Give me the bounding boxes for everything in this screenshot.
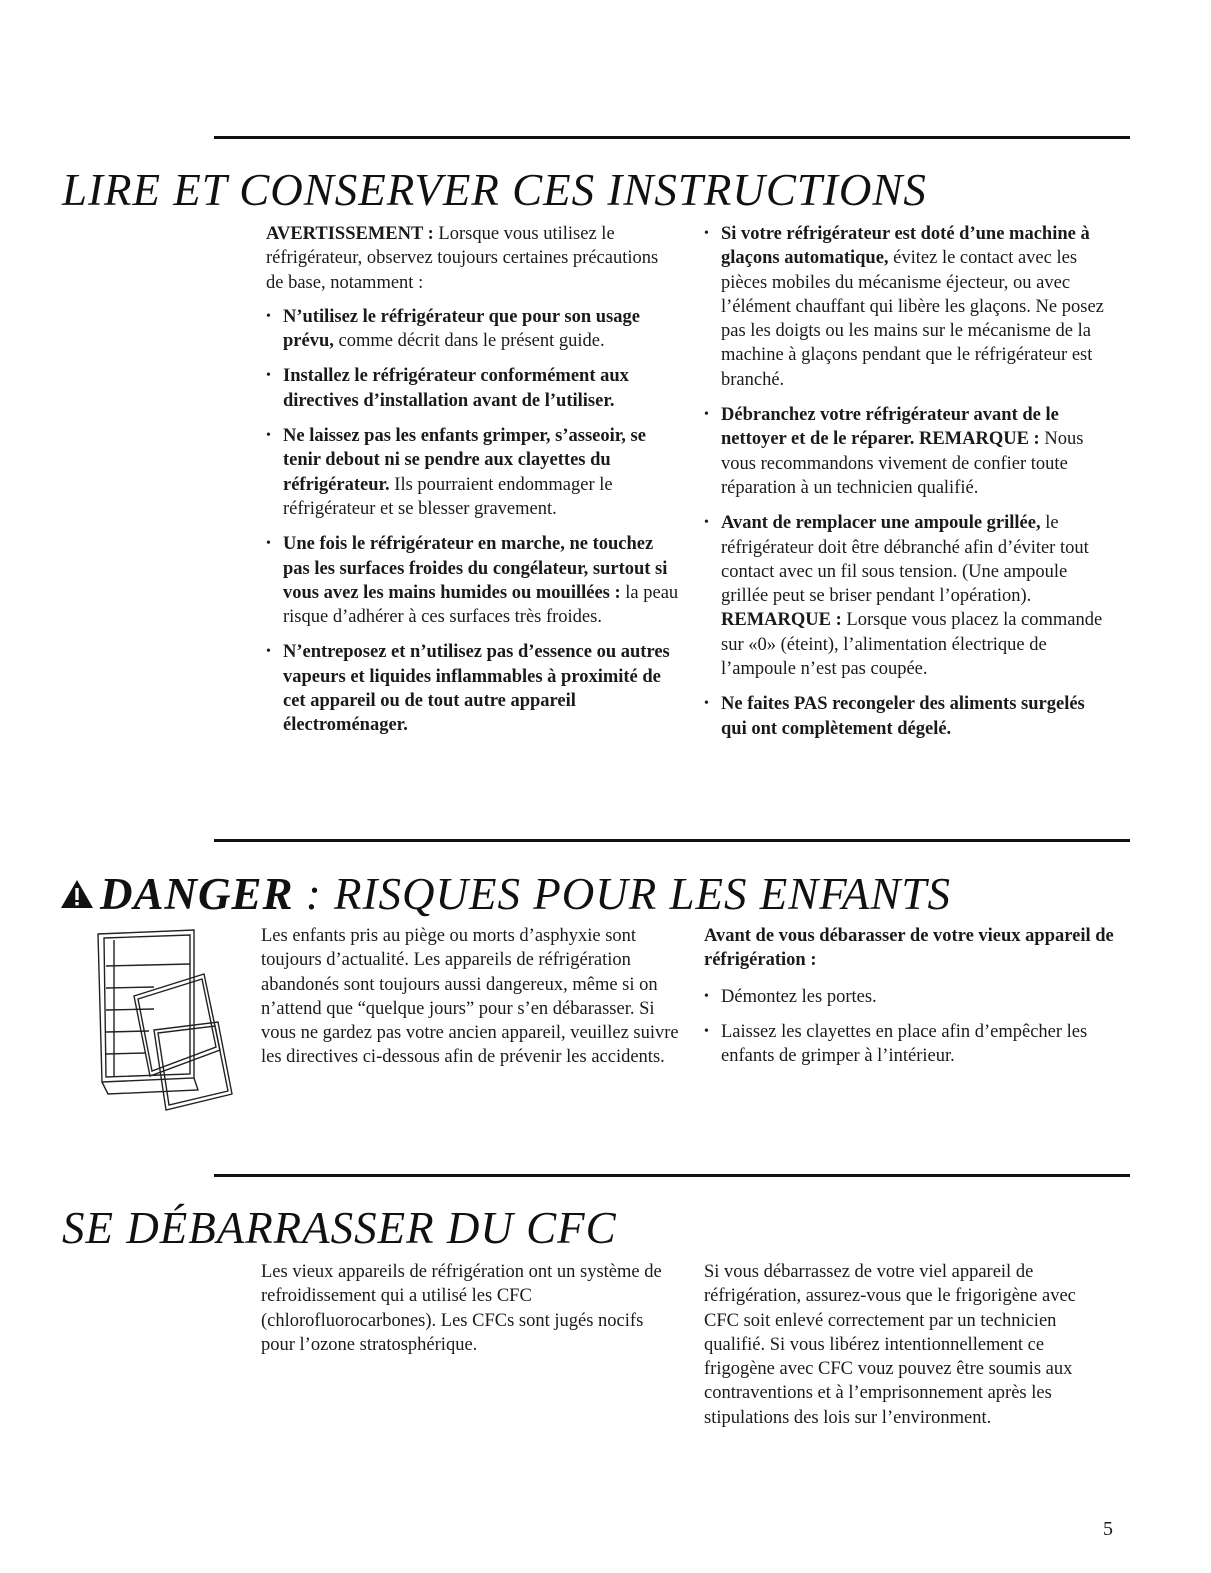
list-item <box>266 305 680 354</box>
list-item <box>266 364 680 413</box>
list-item: • Démontez les portes. <box>704 985 1118 1009</box>
remark-label: REMARQUE : <box>721 610 842 631</box>
cfc-right-paragraph: Si vous débarrassez de votre viel appareil de réfrigération, assurez-vous que le frigorigène avec CFC soit enlevé correctement par un technicien qualifié. Si vous libérez intentionnellement ce frigogène avec CFC vouz pouvez être soumis aux contraventions et à l’emprisonnement après les stipulations des lois sur l’environment. <box>704 1262 1076 1428</box>
item-bold-text: Installez le réfrigérateur conformément aux directives d’installation avant de l’utiliser. <box>283 366 629 411</box>
danger-right-column <box>704 924 1118 1079</box>
instructions-right-column <box>704 222 1114 752</box>
item-bold-text: N’utilisez le réfrigérateur que pour son usage prévu, <box>283 306 640 352</box>
item-bold-text: Si votre réfrigérateur est doté d’une machine à glaçons automatique, <box>721 224 1090 269</box>
cfc-right-column <box>704 1260 1094 1440</box>
list-item <box>704 222 1114 392</box>
list-item <box>704 692 1114 741</box>
item-text: le réfrigérateur doit être débranché afin d’éviter tout contact avec un fil sous tension. (Une ampoule grillée peut se briser pendant l’opération). <box>721 513 1089 607</box>
section-title-danger <box>60 868 951 920</box>
item-bold-text: Ne laissez pas les enfants grimper, s’asseoir, se tenir debout ni se pendre aux clayettes du réfrigérateur. <box>283 426 646 495</box>
page-number: 5 <box>1103 1518 1113 1540</box>
danger-steps-list <box>704 985 1118 1069</box>
list-item <box>266 640 680 737</box>
warning-intro <box>266 222 680 295</box>
item-text: évitez le contact avec les pièces mobiles du mécanisme éjecteur, ou avec l’élément chauffant qui libère les glaçons. Ne posez pas les doigts ou les mains sur le mécanisme de la machine à glaçons pendant que le réfrigérateur est branché. <box>721 248 1104 390</box>
item-text: la peau risque d’adhérer à ces surfaces très froides. <box>283 582 679 628</box>
remark-text: Lorsque vous placez la commande sur «0» (éteint), l’alimentation électrique de l’ampoule n’est pas coupée. <box>721 610 1103 680</box>
instructions-left-column <box>266 222 680 749</box>
item-text: Ils pourraient endommager le réfrigérateur et se blesser gravement. <box>283 474 613 519</box>
warning-list-right <box>704 222 1114 741</box>
warning-intro-text: Lorsque vous utilisez le réfrigérateur, observez toujours certaines précautions de base, notamment : <box>266 224 659 293</box>
danger-title-text: : RISQUES POUR LES ENFANTS <box>293 869 951 919</box>
warning-list-left <box>266 305 680 738</box>
list-item <box>266 532 680 629</box>
refrigerator-illustration <box>94 926 234 1112</box>
item-bold-text: Une fois le réfrigérateur en marche, ne touchez pas les surfaces froides du congélateur, surtout si vous avez les mains humides ou mouillées : <box>283 534 668 603</box>
item-bold-text: Avant de remplacer une ampoule grillée, <box>721 513 1041 534</box>
section-title-instructions: LIRE ET CONSERVER CES INSTRUCTIONS <box>62 165 927 215</box>
item-text: comme décrit dans le présent guide. <box>333 331 605 352</box>
danger-right-heading <box>704 924 1118 973</box>
list-item <box>704 403 1114 500</box>
section-divider <box>214 1174 1130 1177</box>
remark-text: Nous vous recommandons vivement de confier toute réparation à un technicien qualifié. <box>721 429 1084 498</box>
warning-triangle-icon <box>60 868 94 920</box>
section-divider <box>214 839 1130 842</box>
remark-label: REMARQUE : <box>918 429 1040 450</box>
danger-label: DANGER <box>100 869 294 919</box>
section-divider <box>214 136 1130 139</box>
cfc-left-column <box>261 1260 679 1367</box>
list-item: • Laissez les clayettes en place afin d’empêcher les enfants de grimper à l’intérieur. <box>704 1020 1118 1069</box>
item-bold-text: N’entreposez et n’utilisez pas d’essence ou autres vapeurs et liquides inflammables à proximité de cet appareil ou de tout autre appareil électroménager. <box>283 642 670 736</box>
item-bold-text: Ne faites PAS recongeler des aliments surgelés qui ont complètement dégelé. <box>721 694 1085 739</box>
list-item <box>266 424 680 521</box>
danger-paragraph: Les enfants pris au piège ou morts d’asphyxie sont toujours d’actualité. Les appareils de réfrigération abandonés sont toujours aussi dangereux, même si on n’attend que “quelque jours” pour s’en débarasser. Si vous ne gardez pas votre ancien appareil, veuillez suivre les directives ci-dessous afin de prévenir les accidents. <box>261 926 679 1068</box>
danger-right-heading-text: Avant de vous débarasser de votre vieux appareil de réfrigération : <box>704 926 1114 971</box>
cfc-left-paragraph: Les vieux appareils de réfrigération ont un système de refroidissement qui a utilisé les CFC (chlorofluorocarbones). Les CFCs sont jugés nocifs pour l’ozone stratosphérique. <box>261 1262 662 1355</box>
danger-left-column <box>261 924 679 1080</box>
item-bold-text: Débranchez votre réfrigérateur avant de le nettoyer et de le réparer. <box>721 405 1059 450</box>
list-item <box>704 511 1114 681</box>
warning-label: AVERTISSEMENT : <box>266 224 434 244</box>
section-title-cfc: SE DÉBARRASSER DU CFC <box>62 1203 617 1253</box>
